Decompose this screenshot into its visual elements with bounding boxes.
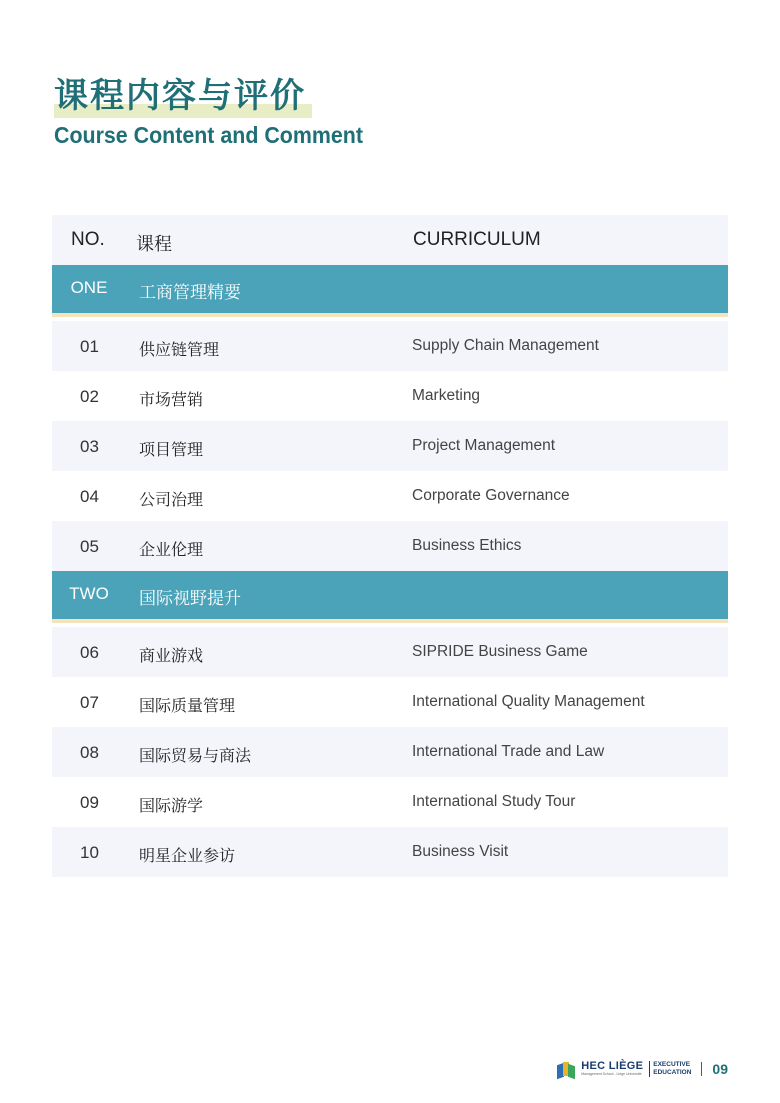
section-title: 国际视野提升: [139, 589, 241, 609]
section-one-header: [52, 265, 728, 317]
table-row: [52, 727, 728, 777]
header-course-zh: 课程: [136, 234, 172, 255]
table-row: [52, 421, 728, 471]
table-header: [52, 215, 728, 265]
table-row: [52, 321, 728, 371]
logo-ee-line2: EDUCATION: [653, 1069, 692, 1076]
row-course-zh: 公司治理: [139, 490, 204, 509]
row-course-zh: 供应链管理: [139, 340, 220, 359]
row-course-en: SIPRIDE Business Game: [412, 643, 588, 660]
logo-text: [581, 1061, 643, 1077]
row-course-en: Marketing: [412, 387, 481, 404]
page-title-zh: [54, 72, 306, 120]
logo-ee-line1: EXECUTIVE: [653, 1061, 691, 1068]
row-course-en: International Quality Management: [412, 693, 645, 710]
row-course-zh: 企业伦理: [139, 540, 204, 559]
table-row: [52, 827, 728, 877]
row-course-zh: 国际游学: [139, 796, 204, 815]
row-course-en: Project Management: [412, 437, 556, 454]
row-course-en: Corporate Governance: [412, 487, 570, 504]
row-course-en: Supply Chain Management: [412, 337, 599, 354]
row-no: 01: [80, 337, 99, 356]
header-curriculum: CURRICULUM: [413, 229, 541, 250]
hec-liege-logo-icon: [557, 1060, 575, 1078]
row-course-zh: 市场营销: [139, 390, 204, 409]
table-row: [52, 627, 728, 677]
page-title-en: Course Content and Comment: [54, 122, 363, 148]
row-course-zh: 商业游戏: [139, 646, 204, 665]
row-no: 03: [80, 437, 99, 456]
header-no: NO.: [71, 229, 105, 250]
section-title: 工商管理精要: [139, 283, 241, 303]
row-no: 09: [80, 793, 99, 812]
page-number: 09: [712, 1061, 728, 1077]
row-course-zh: 项目管理: [139, 440, 204, 459]
curriculum-table: [52, 215, 728, 877]
row-no: 04: [80, 487, 99, 506]
table-row: [52, 777, 728, 827]
row-no: 08: [80, 743, 99, 762]
logo-name: HEC LIÈGE: [581, 1060, 644, 1073]
row-no: 07: [80, 693, 99, 712]
section-label: ONE: [70, 278, 108, 297]
row-no: 05: [80, 537, 99, 556]
logo-executive-education: [649, 1061, 691, 1077]
logo-subtitle: Management School - Liège Université: [581, 1072, 642, 1077]
page-title-zh-text: 课程内容与评价: [54, 76, 306, 116]
page-heading: [54, 72, 386, 149]
section-label: TWO: [69, 584, 109, 603]
row-no: 06: [80, 643, 99, 662]
row-no: 02: [80, 387, 99, 406]
section-two-header: [52, 571, 728, 623]
row-course-en: Business Visit: [412, 843, 509, 860]
row-course-en: International Study Tour: [412, 793, 576, 810]
page-footer: [557, 1058, 728, 1080]
row-course-zh: 国际质量管理: [139, 696, 236, 715]
row-course-zh: 国际贸易与商法: [139, 746, 252, 765]
table-row: [52, 677, 728, 727]
row-course-zh: 明星企业参访: [139, 846, 236, 865]
table-row: [52, 521, 728, 571]
row-course-en: Business Ethics: [412, 537, 522, 554]
row-course-en: International Trade and Law: [412, 743, 605, 760]
page-number-divider: [701, 1062, 702, 1076]
row-no: 10: [80, 843, 99, 862]
table-row: [52, 471, 728, 521]
table-row: [52, 371, 728, 421]
